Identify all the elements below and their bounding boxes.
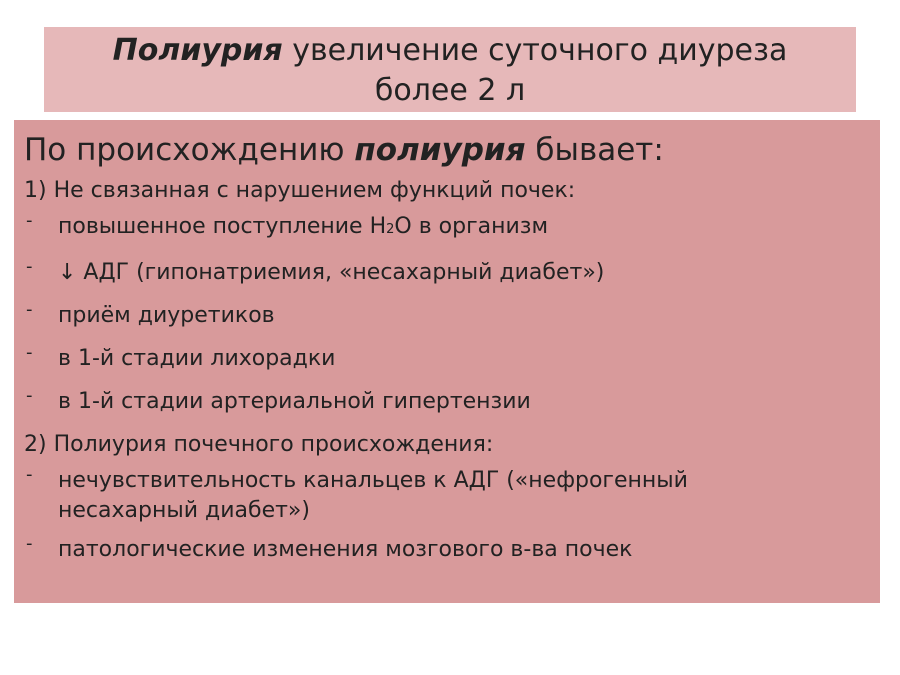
heading-bold-term: полиурия (354, 132, 526, 168)
content-heading (24, 130, 870, 170)
content-panel (14, 120, 880, 603)
item-text: в 1-й стадии артериальной гипертензии (58, 389, 531, 414)
dash-bullet: - (26, 210, 33, 231)
list-item (24, 258, 870, 288)
item-text-line2: несахарный диабет») (58, 498, 310, 523)
title-rest: увеличение суточного диуреза (282, 33, 788, 68)
list-item (24, 535, 870, 565)
dash-bullet: - (26, 342, 33, 363)
item-text: ↓ АДГ (гипонатриемия, «несахарный диабет») (58, 260, 605, 285)
item-text: в 1-й стадии лихорадки (58, 346, 336, 371)
dash-bullet: - (26, 464, 33, 485)
dash-bullet: - (26, 256, 33, 277)
section-1-label: 1) Не связанная с нарушением функций почек: (24, 178, 576, 203)
dash-bullet: - (26, 385, 33, 406)
dash-bullet: - (26, 299, 33, 320)
title-line2: более 2 л (374, 73, 526, 108)
title-bold-term: Полиурия (112, 33, 283, 68)
list-item (24, 387, 870, 417)
list-item (24, 344, 870, 374)
item-text-pre: повышенное поступление H (58, 214, 387, 239)
item-subscript: 2 (386, 222, 395, 237)
list-item (24, 466, 870, 526)
list-item (24, 301, 870, 331)
heading-post: бывает: (525, 132, 664, 168)
heading-pre: По происхождению (24, 132, 355, 168)
item-text: патологические изменения мозгового в-ва почек (58, 537, 633, 562)
slide-title (44, 27, 856, 112)
section-2-label: 2) Полиурия почечного происхождения: (24, 432, 494, 457)
item-text-post: O в организм (394, 214, 549, 239)
list-item (24, 212, 870, 245)
dash-bullet: - (26, 533, 33, 554)
item-text: приём диуретиков (58, 303, 275, 328)
item-text-line1: нечувствительность канальцев к АДГ («нефрогенный (58, 468, 688, 493)
